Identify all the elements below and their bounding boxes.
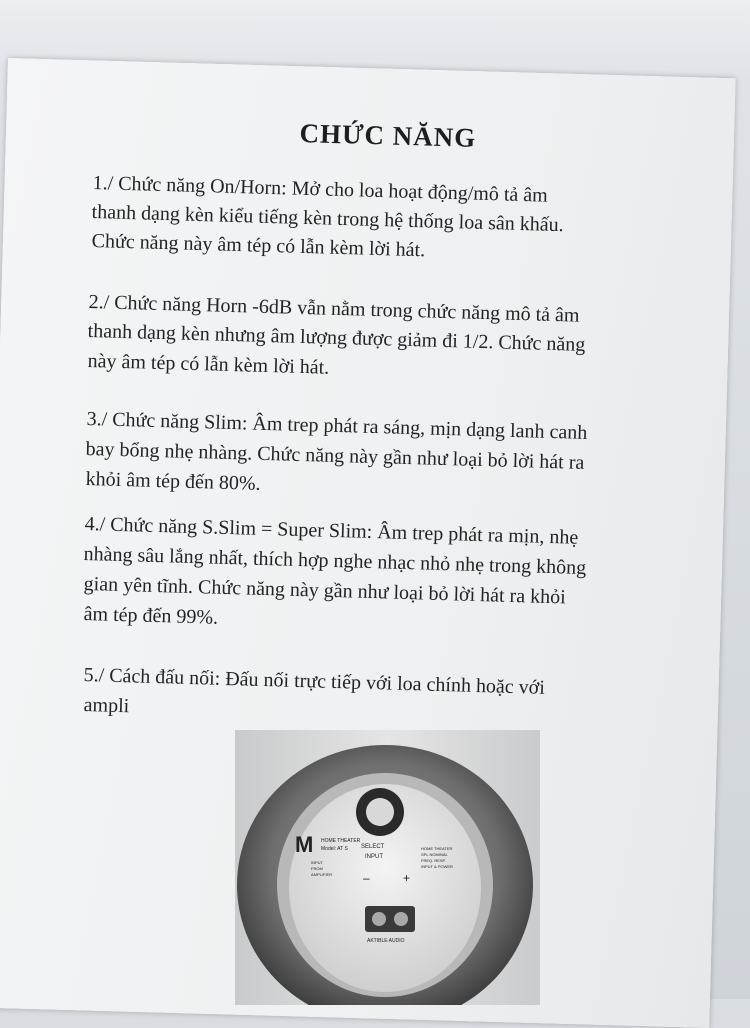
terminal-negative-icon: [372, 912, 386, 926]
item-2-line-3: này âm tép có lẫn kèm lời hát.: [87, 350, 330, 379]
right-label-2: SPL NOMINAL: [421, 852, 448, 857]
minus-sign: –: [363, 871, 370, 885]
left-label-3: AMPLIFIER: [311, 872, 333, 877]
brand-line-1: HOME THEATER: [321, 838, 361, 844]
tweeter-device-illustration: [235, 730, 540, 1005]
item-5-line-2: ampli: [83, 694, 130, 718]
item-4-line-3: gian yên tĩnh. Chức năng này gần như loại bỏ lời hát ra khỏi: [83, 573, 566, 609]
item-3-line-1: 3./ Chức năng Slim: Âm trep phát ra sáng, mịn dạng lanh canh: [86, 408, 588, 444]
right-label-3: FREQ. RESP.: [421, 858, 446, 863]
item-4-line-4: âm tép đến 99%.: [83, 603, 219, 629]
select-label: SELECT: [361, 844, 385, 850]
input-label: INPUT: [365, 854, 383, 860]
brand-line-2: Model: AT S: [321, 846, 348, 852]
bottom-label: AKTIBLE AUDIO: [367, 938, 405, 944]
item-1-line-3: Chức năng này âm tép có lẫn kèm lời hát.: [91, 230, 426, 262]
item-4-line-1: 4./ Chức năng S.Slim = Super Slim: Âm trep phát ra mịn, nhẹ: [84, 513, 579, 549]
item-5-line-1: 5./ Cách đấu nối: Đấu nối trực tiếp với loa chính hoặc với: [83, 664, 546, 699]
item-1-line-1: 1./ Chức năng On/Horn: Mở cho loa hoạt động/mô tả âm: [92, 172, 549, 207]
item-2-line-2: thanh dạng kèn nhưng âm lượng được giảm đi 1/2. Chức năng: [87, 320, 586, 356]
plus-sign: +: [403, 871, 411, 885]
item-1-line-2: thanh dạng kèn kiểu tiếng kèn trong hệ thống loa sân khấu.: [91, 201, 564, 237]
item-3-line-2: bay bổng nhẹ nhàng. Chức năng này gần như loại bỏ lời hát ra: [85, 438, 585, 474]
device-photo: [235, 730, 540, 1005]
item-3-line-3: khỏi âm tép đến 80%.: [85, 468, 261, 495]
right-label-4: INPUT & POWER: [421, 864, 453, 869]
item-2-line-1: 2./ Chức năng Horn -6dB vẫn nằm trong chức năng mô tả âm: [88, 291, 580, 327]
right-label-1: HOME THEATER: [421, 846, 453, 851]
brand-logo: M: [295, 832, 314, 857]
item-4-line-2: nhàng sâu lắng nhất, thích hợp nghe nhạc nhỏ nhẹ trong không: [83, 543, 587, 580]
left-label-2: FROM: [311, 866, 323, 871]
select-knob-center: [366, 798, 394, 826]
left-label-1: INPUT: [311, 860, 323, 865]
terminal-positive-icon: [394, 912, 408, 926]
page-title: CHỨC NĂNG: [299, 118, 477, 153]
